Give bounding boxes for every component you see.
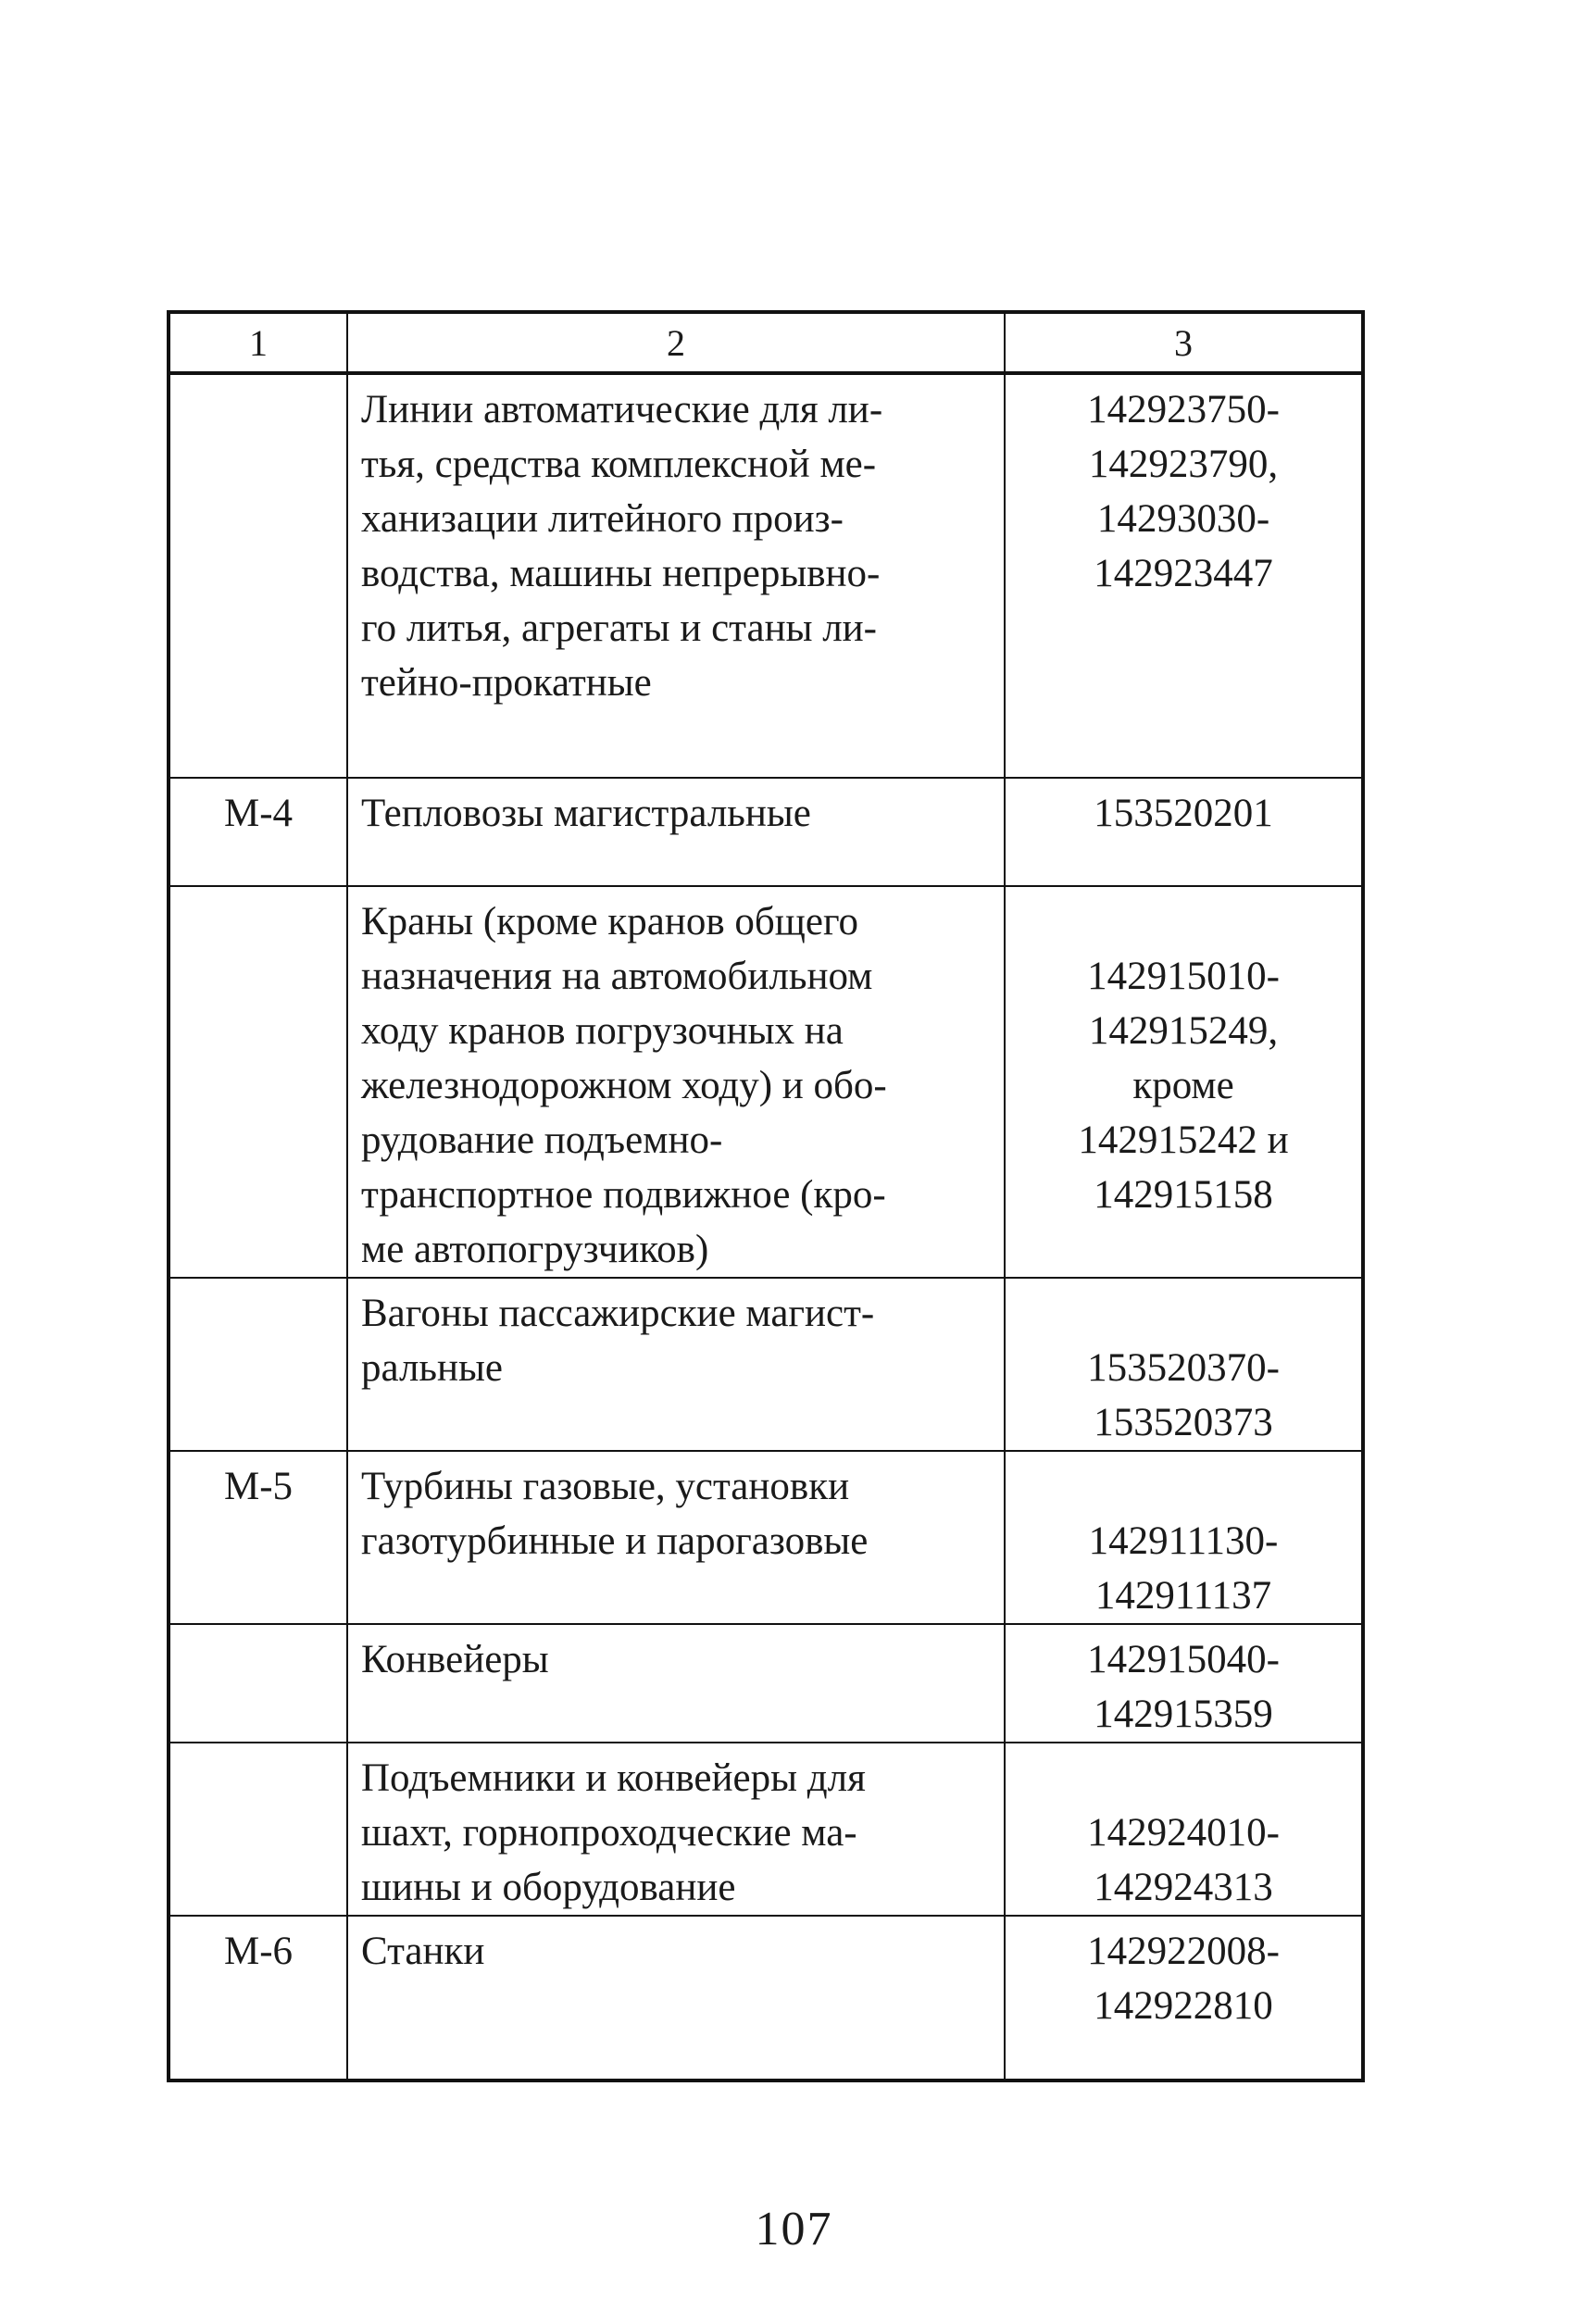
okp-line [1006, 1459, 1361, 1514]
table-row [169, 886, 1363, 1278]
cell-okp-code [1005, 1278, 1363, 1451]
page-number: 107 [755, 2203, 833, 2255]
okp-line [1006, 894, 1361, 949]
name-line: Тепловозы магистральные [361, 792, 811, 835]
name-line: шины и оборудование [361, 1866, 736, 1909]
name-line: Подъемники и конвейеры для [361, 1756, 866, 1800]
cell-name [347, 886, 1005, 1278]
okp-line: 142923447 [1094, 552, 1273, 595]
okp-line: 153520373 [1094, 1401, 1273, 1444]
name-line: Вагоны пассажирские магист- [361, 1292, 875, 1335]
header-cell-1: 1 [169, 312, 347, 373]
okp-line: 142915158 [1094, 1173, 1273, 1217]
header-cell-2: 2 [347, 312, 1005, 373]
okp-line: 142922008- [1087, 1930, 1280, 1973]
name-line: рудование подъемно- [361, 1118, 723, 1162]
cell-code: М-5 [169, 1451, 347, 1624]
okp-line: 142915359 [1094, 1693, 1273, 1736]
cell-okp-code [1005, 778, 1363, 886]
okp-line: 153520201 [1094, 792, 1273, 835]
table-row [169, 1743, 1363, 1916]
name-line: газотурбинные и парогазовые [361, 1519, 869, 1563]
cell-name [347, 1916, 1005, 2080]
okp-line: 142911137 [1094, 1574, 1272, 1618]
okp-line: 153520370- [1087, 1346, 1280, 1390]
table-header-row [169, 312, 1363, 373]
classification-table [167, 310, 1365, 2082]
table-row [169, 1916, 1363, 2080]
name-line: тья, средства комплексной ме- [361, 443, 877, 486]
table-row [169, 1278, 1363, 1451]
table-row [169, 1624, 1363, 1743]
name-line: назначения на автомобильном [361, 955, 873, 998]
cell-okp-code [1005, 886, 1363, 1278]
cell-code [169, 373, 347, 778]
okp-line [1006, 1286, 1361, 1341]
cell-okp-code [1005, 1916, 1363, 2080]
name-line: Турбины газовые, установки [361, 1465, 850, 1508]
okp-line: 142922810 [1094, 1984, 1273, 2028]
name-line: ме автопогрузчиков) [361, 1228, 709, 1271]
name-line: Конвейеры [361, 1638, 549, 1681]
okp-line: 142915040- [1087, 1638, 1280, 1681]
name-line: Краны (кроме кранов общего [361, 900, 859, 943]
table-body [169, 312, 1363, 2080]
name-line: ральные [361, 1346, 504, 1390]
okp-line: 142923750- [1087, 388, 1280, 431]
okp-line [1006, 1751, 1361, 1805]
name-line: Станки [361, 1930, 485, 1973]
name-line: Линии автоматические для ли- [361, 388, 883, 431]
okp-line: кроме [1132, 1064, 1234, 1107]
cell-okp-code [1005, 373, 1363, 778]
name-line: ханизации литейного произ- [361, 497, 844, 541]
cell-code [169, 1624, 347, 1743]
okp-line: 142924313 [1094, 1866, 1273, 1909]
cell-code [169, 886, 347, 1278]
table-row [169, 373, 1363, 778]
name-line: железнодорожном ходу) и обо- [361, 1064, 887, 1107]
name-line: тейно-прокатные [361, 661, 652, 705]
cell-okp-code [1005, 1743, 1363, 1916]
name-line: водства, машины непрерывно- [361, 552, 881, 595]
okp-line: 142911130- [1088, 1519, 1279, 1563]
okp-line: 14293030- [1096, 497, 1270, 541]
okp-line: 142923790, [1088, 443, 1279, 486]
name-line: ходу кранов погрузочных на [361, 1009, 844, 1053]
cell-name [347, 1278, 1005, 1451]
okp-line: 142915242 и [1078, 1118, 1289, 1162]
cell-name [347, 373, 1005, 778]
name-line: го литья, агрегаты и станы ли- [361, 606, 878, 650]
cell-okp-code [1005, 1624, 1363, 1743]
cell-code: М-4 [169, 778, 347, 886]
cell-name [347, 1624, 1005, 1743]
table-row [169, 1451, 1363, 1624]
cell-code [169, 1278, 347, 1451]
cell-okp-code [1005, 1451, 1363, 1624]
cell-name [347, 1451, 1005, 1624]
okp-line: 142924010- [1087, 1811, 1280, 1855]
cell-code [169, 1743, 347, 1916]
name-line: шахт, горнопроходческие ма- [361, 1811, 857, 1855]
cell-name [347, 1743, 1005, 1916]
cell-code: М-6 [169, 1916, 347, 2080]
cell-name [347, 778, 1005, 886]
header-cell-3: 3 [1005, 312, 1363, 373]
okp-line: 142915249, [1088, 1009, 1279, 1053]
table-row [169, 778, 1363, 886]
okp-line: 142915010- [1087, 955, 1280, 998]
name-line: транспортное подвижное (кро- [361, 1173, 886, 1217]
